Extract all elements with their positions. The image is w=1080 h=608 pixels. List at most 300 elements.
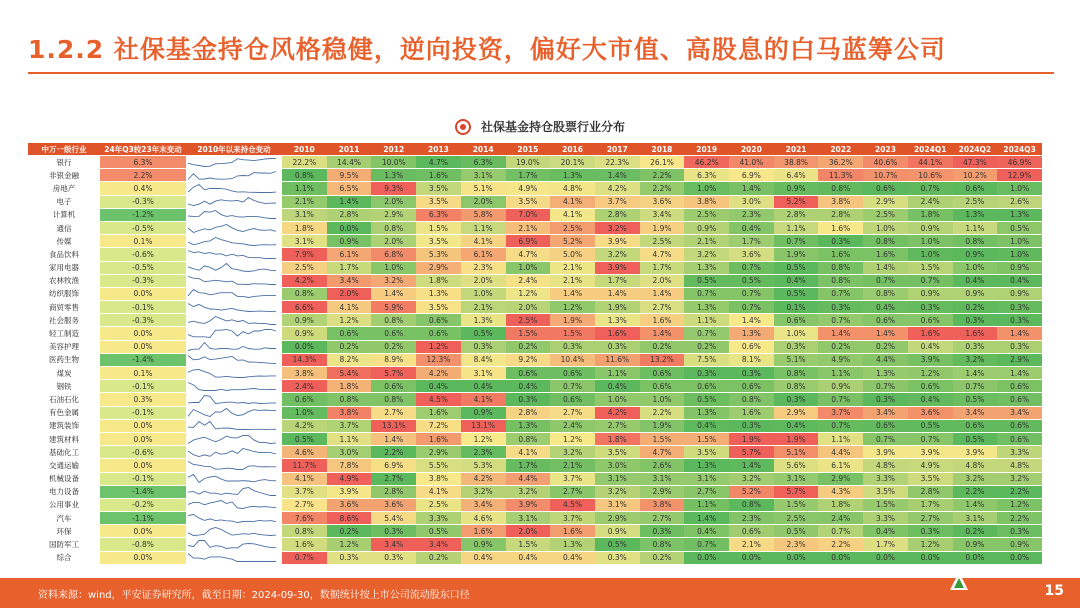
heat-cell: 1.6% [550,525,595,538]
heat-cell: 5.4% [327,367,372,380]
sparkline-cell [186,235,282,248]
table-row [28,327,1042,340]
heat-cell: 1.2% [327,538,372,551]
heat-cell: 5.7% [774,485,819,498]
industry-label: 传媒 [28,235,100,248]
sparkline-cell [186,525,282,538]
sparkline [186,328,278,339]
heat-cell: 6.1% [461,248,506,261]
table-row [28,406,1042,419]
heat-cell: 3.1% [461,169,506,182]
table-row [28,301,1042,314]
heat-cell: 2.5% [774,512,819,525]
change-cell: -1.2% [100,208,186,221]
header-col-2014: 2014 [461,143,506,156]
change-cell: -0.3% [100,195,186,208]
heat-cell: 1.3% [997,208,1042,221]
heat-cell: 3.6% [908,406,953,419]
heat-cell: 0.3% [997,301,1042,314]
sparkline [186,368,278,379]
heat-cell: 3.7% [550,512,595,525]
heat-cell: 1.2% [416,340,461,353]
heat-cell: 12.3% [416,353,461,366]
heat-cell: 1.1% [818,432,863,445]
heat-cell: 0.5% [282,432,327,445]
change-cell: -0.3% [100,274,186,287]
table-row [28,156,1042,169]
heat-cell: 1.1% [953,221,998,234]
heat-cell: 0.0% [729,551,774,564]
heat-cell: 1.3% [684,301,729,314]
heat-cell: 0.5% [595,538,640,551]
heat-cell: 0.0% [327,221,372,234]
heat-cell: 3.6% [327,498,372,511]
heat-cell: 0.2% [416,551,461,564]
heat-cell: 0.6% [997,380,1042,393]
heat-cell: 0.7% [282,551,327,564]
heat-cell: 0.3% [818,301,863,314]
change-cell: -0.3% [100,314,186,327]
heat-cell: 3.9% [595,235,640,248]
heat-cell: 4.7% [506,248,551,261]
heat-cell: 3.3% [863,512,908,525]
heat-cell: 3.1% [282,208,327,221]
heat-cell: 1.1% [818,367,863,380]
header-col-2024Q1: 2024Q1 [908,143,953,156]
heat-cell: 0.7% [863,274,908,287]
heat-cell: 1.0% [908,248,953,261]
heat-cell: 3.8% [640,498,685,511]
heat-cell: 10.6% [908,169,953,182]
heat-cell: 1.1% [461,221,506,234]
heat-cell: 1.7% [327,261,372,274]
heat-cell: 0.7% [684,327,729,340]
heat-cell: 0.6% [371,327,416,340]
sparkline-series [188,250,276,258]
sparkline-cell [186,221,282,234]
heat-cell: 0.3% [461,340,506,353]
heat-cell: 4.2% [461,472,506,485]
heat-cell: 1.8% [282,221,327,234]
sparkline [186,183,278,194]
heat-cell: 5.7% [729,446,774,459]
heat-cell: 0.2% [953,301,998,314]
heat-cell: 1.4% [327,195,372,208]
sparkline-series [188,343,276,351]
heat-cell: 4.1% [327,301,372,314]
sparkline-cell [186,182,282,195]
heat-cell: 1.0% [908,235,953,248]
sparkline [186,354,278,365]
heat-cell: 3.5% [416,235,461,248]
heat-cell: 1.6% [863,248,908,261]
sparkline-series [188,395,276,403]
heat-cell: 2.8% [818,208,863,221]
table-row [28,472,1042,485]
heat-cell: 4.9% [818,353,863,366]
heat-cell: 1.0% [461,287,506,300]
heat-cell: 1.4% [550,287,595,300]
header-industry: 中万一级行业 [28,143,100,156]
heat-cell: 1.1% [774,221,819,234]
heat-cell: 3.5% [863,485,908,498]
sparkline [186,420,278,431]
heat-cell: 2.7% [908,512,953,525]
heat-cell: 11.3% [818,169,863,182]
heat-cell: 0.3% [550,340,595,353]
heat-cell: 0.8% [729,393,774,406]
heat-cell: 1.3% [729,327,774,340]
heat-cell: 1.4% [863,327,908,340]
sparkline-cell [186,459,282,472]
heat-cell: 0.4% [774,419,819,432]
heat-cell: 10.2% [953,169,998,182]
heat-cell: 0.5% [953,432,998,445]
heat-cell: 0.6% [863,314,908,327]
heat-cell: 3.1% [595,472,640,485]
heat-cell: 5.3% [416,248,461,261]
heat-cell: 4.2% [282,274,327,287]
industry-label: 综合 [28,551,100,564]
heat-cell: 5.1% [774,353,819,366]
heat-cell: 2.9% [774,406,819,419]
heat-cell: 0.8% [640,538,685,551]
heat-cell: 5.4% [371,512,416,525]
heat-cell: 1.0% [997,235,1042,248]
heat-cell: 6.9% [371,459,416,472]
heat-cell: 1.8% [595,432,640,445]
heat-cell: 12.9% [997,169,1042,182]
heat-cell: 3.1% [640,472,685,485]
heat-cell: 3.2% [595,221,640,234]
heat-cell: 0.8% [729,498,774,511]
heat-cell: 5.1% [461,182,506,195]
heat-cell: 0.6% [863,419,908,432]
heat-cell: 1.2% [506,287,551,300]
heat-cell: 0.8% [818,182,863,195]
header-col-2015: 2015 [506,143,551,156]
heat-cell: 3.1% [282,235,327,248]
heat-cell: 1.9% [550,314,595,327]
header-col-2019: 2019 [684,143,729,156]
heat-cell: 0.4% [506,380,551,393]
heat-cell: 3.2% [729,472,774,485]
table-row [28,182,1042,195]
heat-cell: 3.6% [371,498,416,511]
heat-cell: 2.4% [550,419,595,432]
industry-label: 国防军工 [28,538,100,551]
heat-cell: 1.6% [416,432,461,445]
sparkline-cell [186,367,282,380]
heat-cell: 3.7% [282,485,327,498]
heat-cell: 0.0% [684,551,729,564]
heat-cell: 44.1% [908,156,953,169]
heat-cell: 0.4% [461,551,506,564]
header-col-2018: 2018 [640,143,685,156]
change-cell: -1.1% [100,512,186,525]
heat-cell: 0.6% [997,419,1042,432]
heat-cell: 4.1% [416,485,461,498]
heat-cell: 0.8% [774,380,819,393]
table-row [28,235,1042,248]
heat-cell: 1.3% [461,314,506,327]
heat-cell: 0.6% [953,182,998,195]
heat-cell: 4.1% [550,208,595,221]
heat-cell: 40.6% [863,156,908,169]
heat-cell: 0.3% [953,340,998,353]
heat-cell: 2.8% [371,485,416,498]
heat-cell: 4.1% [550,195,595,208]
header-col-2013: 2013 [416,143,461,156]
heat-cell: 1.4% [997,367,1042,380]
heat-cell: 1.1% [595,367,640,380]
heat-cell: 3.1% [684,472,729,485]
heat-cell: 6.9% [506,235,551,248]
heat-cell: 0.9% [774,182,819,195]
sparkline [186,381,278,392]
change-cell: -0.5% [100,261,186,274]
heat-cell: 2.5% [863,208,908,221]
heat-cell: 0.6% [506,367,551,380]
heat-cell: 1.6% [461,525,506,538]
heat-cell: 1.5% [908,261,953,274]
sparkline [186,473,278,484]
sparkline [186,394,278,405]
heat-cell: 10.0% [371,156,416,169]
heat-cell: 2.3% [774,538,819,551]
heat-cell: 1.2% [908,367,953,380]
industry-label: 钢铁 [28,380,100,393]
heat-cell: 4.2% [282,419,327,432]
heat-cell: 3.4% [327,274,372,287]
heat-cell: 1.7% [908,498,953,511]
heat-cell: 0.7% [729,261,774,274]
heat-cell: 0.9% [908,287,953,300]
heat-cell: 0.5% [684,274,729,287]
sparkline [186,552,278,563]
heat-cell: 0.2% [953,525,998,538]
heat-cell: 2.7% [282,498,327,511]
heat-cell: 3.2% [595,248,640,261]
heat-cell: 3.4% [461,498,506,511]
sparkline-series [188,488,276,496]
heat-cell: 1.4% [818,327,863,340]
heat-cell: 0.7% [908,274,953,287]
table-row [28,538,1042,551]
heat-cell: 0.4% [729,221,774,234]
sparkline [186,249,278,260]
heat-cell: 6.8% [371,248,416,261]
heat-cell: 4.1% [461,235,506,248]
heat-cell: 1.4% [953,498,998,511]
heat-cell: 13.1% [371,419,416,432]
heat-cell: 1.6% [416,406,461,419]
heat-cell: 1.4% [595,169,640,182]
heat-cell: 1.7% [595,274,640,287]
heat-cell: 0.7% [818,287,863,300]
heat-cell: 10.4% [550,353,595,366]
heat-cell: 1.5% [684,432,729,445]
sparkline-series [188,554,276,562]
heat-cell: 4.1% [461,393,506,406]
heat-cell: 4.2% [416,367,461,380]
table-row [28,208,1042,221]
heat-cell: 0.6% [729,525,774,538]
heat-cell: 2.5% [684,208,729,221]
heat-cell: 2.2% [640,169,685,182]
heat-cell: 6.4% [774,169,819,182]
heat-cell: 2.8% [908,485,953,498]
heat-cell: 0.5% [461,327,506,340]
heat-cell: 0.9% [997,287,1042,300]
heat-cell: 7.5% [684,353,729,366]
heat-cell: 0.3% [908,301,953,314]
industry-label: 有色金属 [28,406,100,419]
sparkline-cell [186,340,282,353]
sparkline-series [188,158,276,166]
change-cell: -0.6% [100,446,186,459]
heat-cell: 2.5% [416,498,461,511]
page-number: 15 [1044,583,1064,599]
heat-cell: 0.4% [863,301,908,314]
chart-title: 社保基金持仓股票行业分布 [480,120,625,134]
sparkline-series [188,184,276,192]
sparkline-cell [186,538,282,551]
heat-cell: 1.6% [640,314,685,327]
heat-cell: 3.4% [371,538,416,551]
heat-cell: 2.2% [997,485,1042,498]
heat-cell: 1.8% [818,498,863,511]
change-cell: 0.0% [100,419,186,432]
heat-cell: 1.0% [640,393,685,406]
title-divider [28,72,1054,74]
heat-cell: 0.6% [550,367,595,380]
sparkline-series [188,237,276,245]
heat-cell: 0.0% [953,551,998,564]
heat-cell: 1.8% [908,208,953,221]
heat-cell: 11.7% [282,459,327,472]
heat-cell: 6.6% [282,301,327,314]
header-col-2022: 2022 [818,143,863,156]
heat-cell: 0.0% [908,551,953,564]
heat-cell: 1.4% [640,327,685,340]
change-cell: 0.0% [100,525,186,538]
heat-cell: 3.2% [997,472,1042,485]
heat-cell: 1.4% [729,314,774,327]
heat-cell: 0.3% [863,393,908,406]
heat-cell: 3.3% [863,472,908,485]
sparkline [186,526,278,537]
heat-cell: 0.2% [640,340,685,353]
heat-cell: 2.5% [640,235,685,248]
heat-cell: 0.2% [371,340,416,353]
heat-cell: 13.2% [640,353,685,366]
heat-cell: 6.3% [684,169,729,182]
heat-cell: 3.9% [863,446,908,459]
heat-cell: 0.5% [908,419,953,432]
heat-cell: 0.4% [416,380,461,393]
heat-cell: 7.6% [282,512,327,525]
heat-cell: 0.6% [640,367,685,380]
heat-cell: 1.5% [640,432,685,445]
heat-cell: 2.9% [997,353,1042,366]
heat-cell: 0.8% [506,432,551,445]
heat-cell: 0.6% [729,380,774,393]
sparkline-series [188,435,276,443]
heat-cell: 4.7% [640,248,685,261]
industry-label: 煤炭 [28,367,100,380]
heat-cell: 3.8% [282,367,327,380]
heat-cell: 0.8% [863,287,908,300]
heat-cell: 3.5% [416,301,461,314]
table-row [28,432,1042,445]
sparkline-cell [186,432,282,445]
heat-cell: 14.4% [327,156,372,169]
sparkline-cell [186,261,282,274]
heat-cell: 6.3% [461,156,506,169]
heat-cell: 1.9% [640,419,685,432]
sparkline-cell [186,327,282,340]
heat-cell: 1.5% [416,221,461,234]
change-cell: -0.1% [100,406,186,419]
heat-cell: 2.9% [416,261,461,274]
sparkline-series [188,277,276,285]
heat-cell: 0.5% [774,261,819,274]
heat-cell: 1.7% [506,169,551,182]
heat-cell: 0.4% [953,274,998,287]
table-row [28,261,1042,274]
heat-cell: 0.7% [729,287,774,300]
heat-cell: 0.6% [908,380,953,393]
heat-cell: 6.1% [818,459,863,472]
footer-bar [0,578,1080,608]
heatmap-body [28,156,1042,564]
heat-cell: 0.8% [282,287,327,300]
heat-cell: 4.5% [416,393,461,406]
header-col-2023: 2023 [863,143,908,156]
heat-cell: 3.5% [506,195,551,208]
heat-cell: 1.5% [863,498,908,511]
sparkline [186,486,278,497]
heat-cell: 0.8% [774,367,819,380]
sparkline-series [188,330,276,338]
sparkline-cell [186,169,282,182]
table-row [28,525,1042,538]
heat-cell: 2.1% [506,221,551,234]
heat-cell: 0.9% [461,406,506,419]
industry-label: 环保 [28,525,100,538]
header-row [28,143,1042,156]
change-cell: -0.1% [100,301,186,314]
heat-cell: 46.9% [997,156,1042,169]
sparkline-series [188,290,276,298]
industry-label: 机械设备 [28,472,100,485]
heat-cell: 3.2% [684,248,729,261]
heat-cell: 3.9% [953,446,998,459]
heat-cell: 0.9% [997,538,1042,551]
sparkline-cell [186,195,282,208]
sparkline-series [188,461,276,469]
heat-cell: 0.6% [550,393,595,406]
heat-cell: 0.3% [953,314,998,327]
heat-cell: 3.8% [818,195,863,208]
heat-cell: 4.4% [506,472,551,485]
heat-cell: 0.0% [818,551,863,564]
change-cell: 0.0% [100,287,186,300]
heat-cell: 2.1% [461,301,506,314]
heat-cell: 3.6% [640,195,685,208]
heat-cell: 0.3% [640,525,685,538]
